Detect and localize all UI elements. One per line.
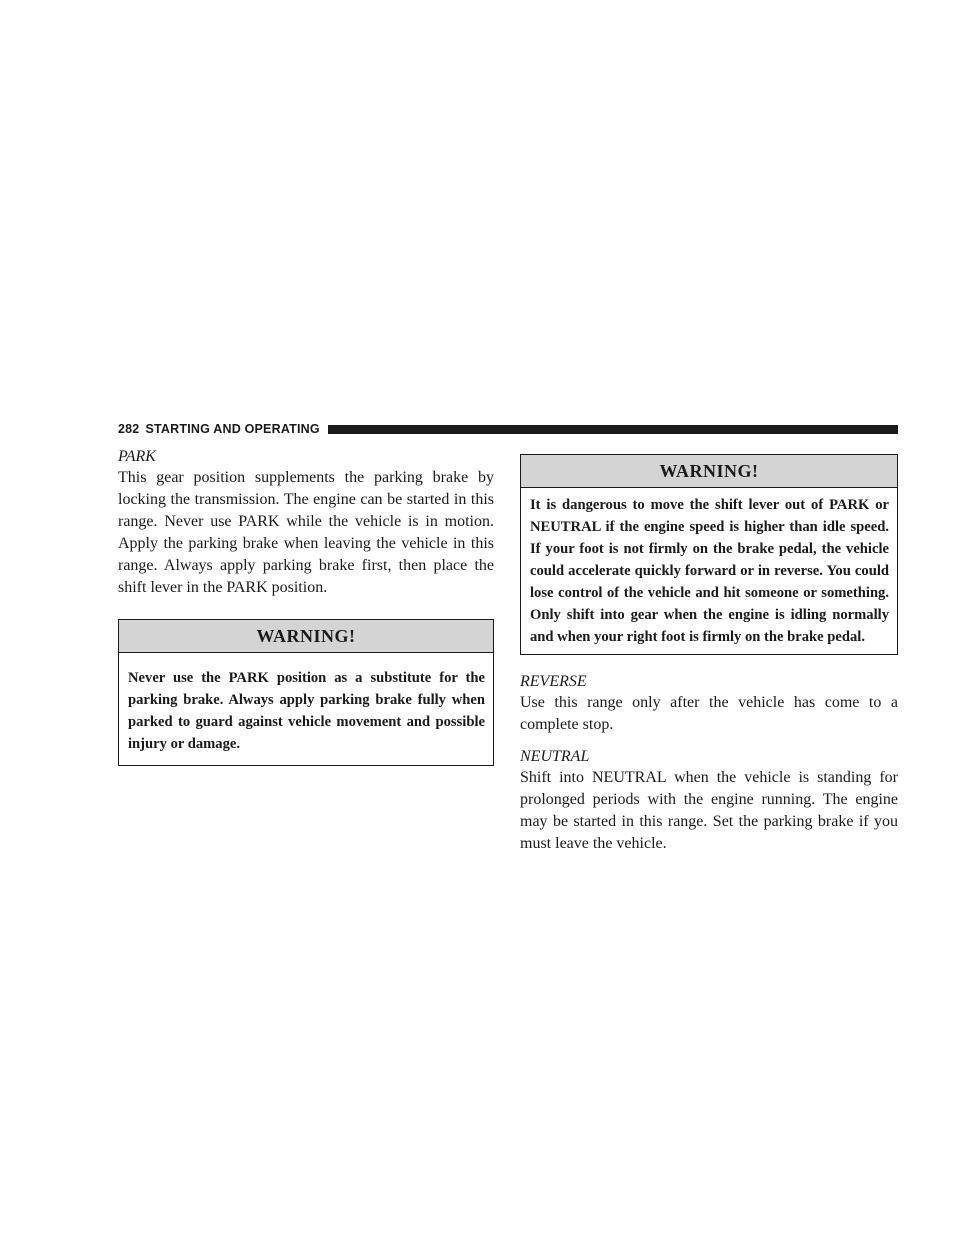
header-rule: [328, 425, 898, 434]
park-warning-box: [118, 619, 494, 766]
section-title: STARTING AND OPERATING: [145, 422, 320, 436]
neutral-heading: NEUTRAL: [520, 748, 590, 765]
reverse-paragraph: Use this range only after the vehicle has come to a complete stop.: [520, 694, 898, 733]
right-column: [520, 454, 898, 855]
warning-text: It is dangerous to move the shift lever out of PARK or NEUTRAL if the engine speed is higher than idle speed. If your foot is not firmly on the brake pedal, the vehicle could accelerate quickly forward or in reverse. You could lose control of the vehicle and hit someone or something. Only shift into gear when the engine is idling normally and when your right foot is firmly on the brake pedal.: [530, 497, 889, 645]
page-number: 282: [118, 422, 140, 436]
warning-title: WARNING!: [521, 455, 897, 488]
reverse-heading: REVERSE: [520, 673, 587, 690]
warning-text: Never use the PARK position as a substitute for the parking brake. Always apply parking brake fully when parked to guard against vehicle movement and possible injury or damage.: [128, 670, 485, 752]
shift-warning-box: [520, 454, 898, 655]
warning-title: WARNING!: [119, 620, 493, 653]
park-paragraph: This gear position supplements the parking brake by locking the transmission. The engine can be started in this range. Never use PARK while the vehicle is in motion. Apply the parking brake when leaving the vehicle in this range. Always apply parking brake first, then place the shift lever in the PARK position.: [118, 469, 494, 596]
park-heading: PARK: [118, 448, 156, 465]
neutral-paragraph: Shift into NEUTRAL when the vehicle is standing for prolonged periods with the engine running. The engine may be started in this range. Set the parking brake if you must leave the vehicle.: [520, 769, 898, 852]
left-column: [118, 446, 494, 766]
page-header: [118, 421, 898, 437]
